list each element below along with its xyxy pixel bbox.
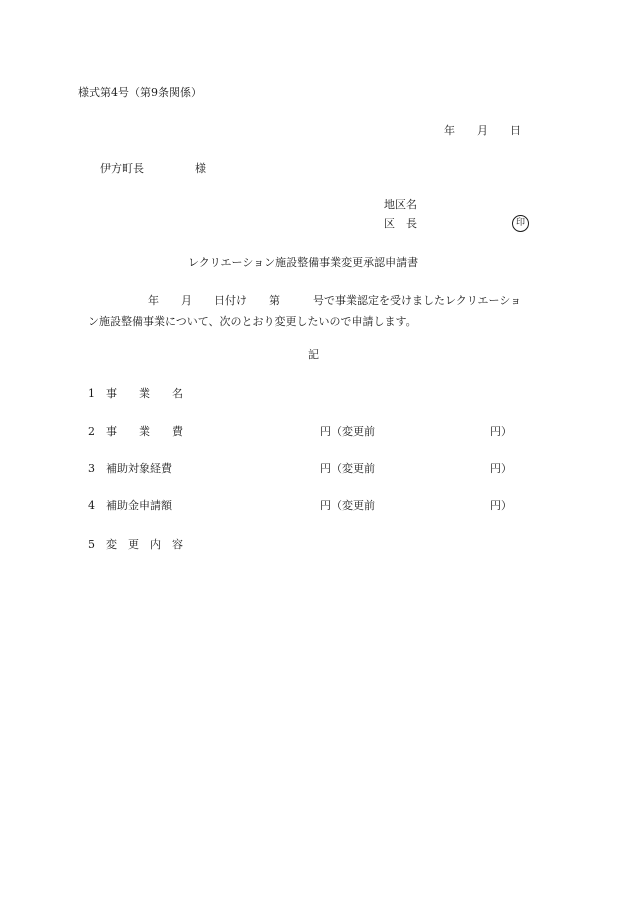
item-row-2 <box>88 425 528 439</box>
body-line-1: 年 月 日付け 第 号で事業認定を受けましたレクリエーショ <box>148 294 522 307</box>
item-amount-unit: 円 <box>320 462 331 475</box>
item-label: 事 業 名 <box>106 387 183 400</box>
document-title: レクリエーション施設整備事業変更承認申請書 <box>188 256 419 269</box>
item-label: 補助対象経費 <box>106 462 172 475</box>
item-before-unit: 円） <box>490 462 512 475</box>
item-number: 4 <box>88 499 95 512</box>
addressee-honorific: 様 <box>195 162 206 175</box>
item-row-5 <box>88 538 528 552</box>
item-amount-unit: 円 <box>320 425 331 438</box>
item-label: 事 業 費 <box>106 425 183 438</box>
item-row-1 <box>88 387 528 401</box>
item-amount-unit: 円 <box>320 499 331 512</box>
district-label: 地区名 <box>384 198 417 211</box>
item-before-label: （変更前 <box>331 425 375 438</box>
body-paragraph <box>88 290 558 332</box>
date-line: 年 月 日 <box>444 124 521 137</box>
district-head-label: 区 長 <box>384 217 417 230</box>
form-number: 様式第4号（第9条関係） <box>78 86 202 99</box>
item-label: 補助金申請額 <box>106 499 172 512</box>
seal-mark: 印 <box>512 215 529 232</box>
item-before-label: （変更前 <box>331 499 375 512</box>
item-number: 5 <box>88 538 95 551</box>
item-before-unit: 円） <box>490 425 512 438</box>
item-number: 2 <box>88 425 95 438</box>
ki-heading: 記 <box>308 348 319 361</box>
item-before-label: （変更前 <box>331 462 375 475</box>
addressee-name: 伊方町長 <box>100 162 144 175</box>
body-line-2: ン施設整備事業について、次のとおり変更したいので申請します。 <box>88 315 417 328</box>
item-number: 1 <box>88 387 95 400</box>
item-number: 3 <box>88 462 95 475</box>
item-before-unit: 円） <box>490 499 512 512</box>
item-row-3 <box>88 462 528 476</box>
item-label: 変 更 内 容 <box>106 538 183 551</box>
item-row-4 <box>88 499 528 513</box>
